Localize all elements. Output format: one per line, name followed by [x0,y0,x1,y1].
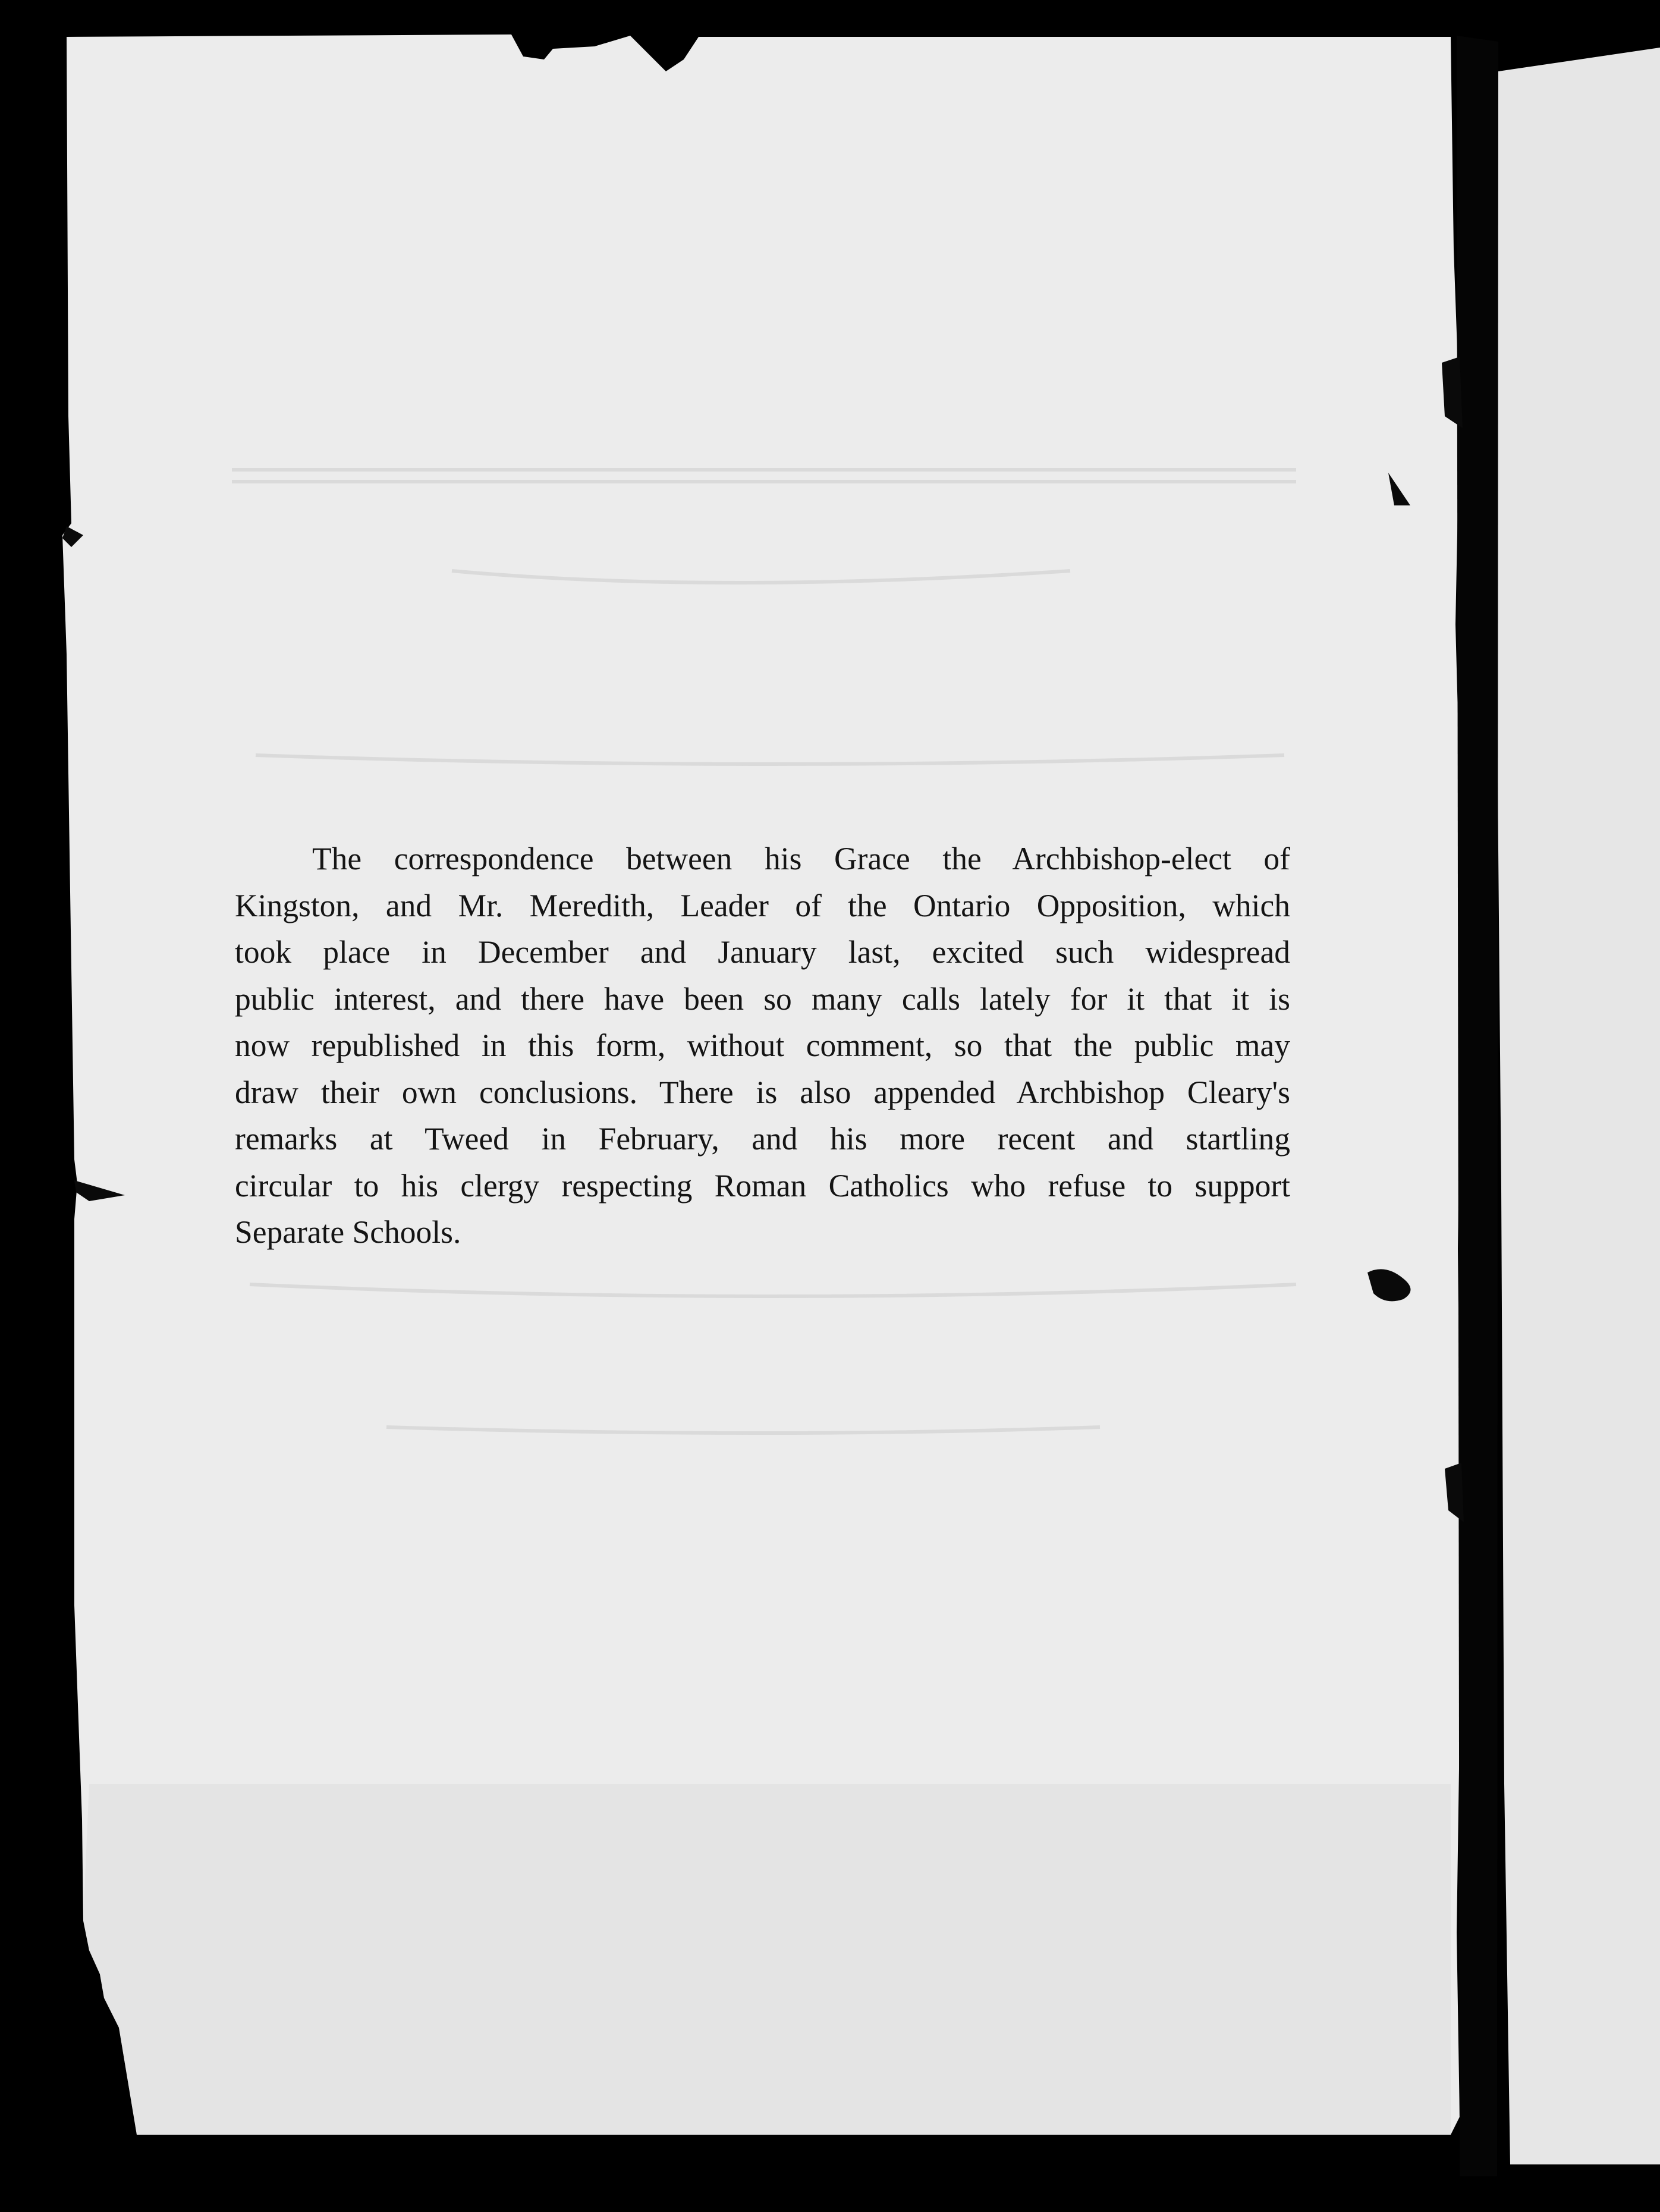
paragraph-line: took place in December and January last, excited such widespread [235,934,1290,970]
paper-shadow-bottom [83,1784,1451,2135]
paragraph-line: public interest, and there have been so many calls lately for it that it is [235,981,1290,1017]
paragraph-line: draw their own conclusions. There is also appended Archbishop Cleary's [235,1074,1290,1110]
paragraph-line: Kingston, and Mr. Meredith, Leader of the Ontario Opposition, which [235,887,1290,923]
next-page-strip [1497,48,1660,2164]
paragraph-line: now republished in this form, without comment, so that the public may [235,1028,1290,1063]
paragraph-line-last: Separate Schools. [235,1214,461,1250]
paragraph-line: remarks at Tweed in February, and his more recent and startling [235,1121,1290,1157]
spine-shadow [1457,36,1498,2176]
paragraph-line: circular to his clergy respecting Roman Catholics who refuse to support [235,1167,1290,1204]
body-paragraph [235,835,1290,1256]
paragraph-line: The correspondence between his Grace the Archbishop-elect of [312,841,1290,876]
